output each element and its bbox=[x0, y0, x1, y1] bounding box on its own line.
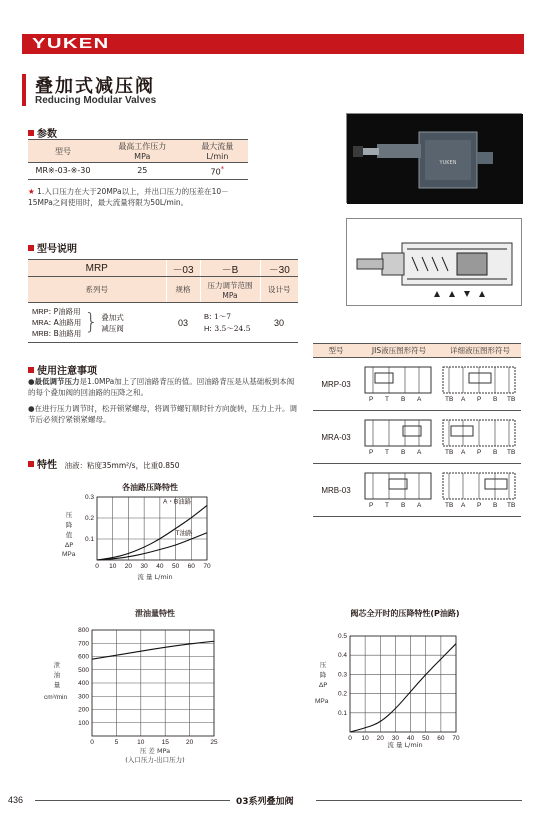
svg-text:A: A bbox=[417, 502, 422, 509]
title-accent-bar bbox=[22, 74, 26, 106]
x-tick-label: 0 bbox=[348, 735, 352, 742]
svg-text:A: A bbox=[461, 502, 466, 509]
params-table bbox=[28, 139, 248, 180]
svg-text:B: B bbox=[493, 396, 498, 403]
footer-rule bbox=[35, 800, 230, 801]
series-item: MRA: A油路用 bbox=[32, 318, 82, 327]
series-item: MRB: B油路用 bbox=[32, 329, 82, 338]
svg-text:B: B bbox=[401, 396, 406, 403]
series-label: A・B油路 bbox=[163, 498, 192, 506]
x-tick-label: 20 bbox=[376, 735, 384, 742]
y-tick-label: 0.3 bbox=[337, 671, 347, 679]
params-model: MR※-03-※-30 bbox=[28, 163, 98, 180]
x-tick-label: 40 bbox=[156, 563, 164, 570]
chart1-yunit: MPa bbox=[62, 551, 76, 558]
series-list: MRP: P油路用 MRA: A油路用 MRB: B油路用 } 叠加式 减压阀 bbox=[28, 303, 166, 343]
cross-section-drawing bbox=[346, 218, 522, 306]
series-line bbox=[350, 644, 456, 732]
params-col-flow: 最大流量 L/min bbox=[187, 140, 248, 163]
chart2-yunit: cm³/min bbox=[44, 694, 68, 701]
params-col-pressure: 最高工作压力 MPa bbox=[98, 140, 187, 163]
chart1-title: 各油路压降特性 bbox=[122, 483, 178, 492]
brand-header-bar bbox=[22, 34, 524, 54]
model-code-table bbox=[28, 259, 298, 343]
symbol-col-model: 型号 bbox=[313, 344, 359, 358]
page-subtitle: Reducing Modular Valves bbox=[35, 95, 157, 106]
code-design: －30 bbox=[260, 260, 298, 277]
svg-text:TB: TB bbox=[445, 396, 454, 403]
params-flow: 70* bbox=[187, 163, 248, 180]
svg-text:TB: TB bbox=[507, 449, 516, 456]
x-tick-label: 50 bbox=[171, 563, 180, 570]
code-series: MRP bbox=[28, 260, 166, 277]
symbol-row bbox=[313, 411, 521, 464]
chart3-title: 阀芯全开时的压降特性(P油路) bbox=[350, 609, 460, 618]
design-value: 30 bbox=[260, 303, 298, 343]
x-tick-label: 20 bbox=[124, 563, 133, 570]
y-tick-label: 200 bbox=[78, 706, 89, 714]
svg-text:A: A bbox=[417, 396, 422, 403]
x-tick-label: 50 bbox=[422, 735, 430, 742]
y-tick-label: 300 bbox=[78, 693, 89, 701]
label-range: 压力调节范围 MPa bbox=[200, 277, 260, 303]
symbol-table bbox=[313, 343, 521, 517]
chart1-ylabel: 压 降 值 ΔP bbox=[64, 511, 74, 549]
footer-section: 03系列叠加阀 bbox=[236, 797, 294, 807]
chart2-ylabel: 泄 油 量 bbox=[53, 661, 61, 689]
detail-symbol bbox=[439, 464, 521, 517]
chart1-xlabel: 流 量 L/min bbox=[137, 573, 173, 581]
svg-text:TB: TB bbox=[507, 502, 516, 509]
x-tick-label: 15 bbox=[161, 739, 169, 746]
x-tick-label: 20 bbox=[185, 739, 194, 746]
x-tick-label: 60 bbox=[437, 735, 445, 742]
x-tick-label: 10 bbox=[109, 563, 117, 570]
label-design: 设计号 bbox=[260, 277, 298, 303]
params-note: ★ 1.入口压力在大于20MPa以上，并出口压力的压差在10－15MPa之间使用时，最大流量将限为50L/min。 bbox=[28, 187, 229, 207]
svg-text:P: P bbox=[477, 396, 482, 403]
svg-text:B: B bbox=[493, 449, 498, 456]
chart2-xlabel2: (入口压力-出口压力) bbox=[125, 756, 185, 764]
chart3-xlabel: 流 量 L/min bbox=[387, 741, 423, 749]
params-col-model: 型号 bbox=[28, 140, 98, 163]
detail-symbol bbox=[439, 358, 521, 411]
svg-text:P: P bbox=[369, 502, 374, 509]
y-tick-label: 500 bbox=[78, 666, 89, 674]
code-range: －B bbox=[200, 260, 260, 277]
symbol-model: MRP-03 bbox=[313, 358, 359, 411]
y-tick-label: 400 bbox=[78, 680, 89, 687]
symbol-model: MRA-03 bbox=[313, 411, 359, 464]
series-item: MRP: P油路用 bbox=[32, 307, 81, 316]
chart3-yunit: MPa bbox=[315, 698, 329, 705]
svg-text:T: T bbox=[385, 396, 389, 403]
x-tick-label: 5 bbox=[114, 739, 119, 746]
svg-text:B: B bbox=[401, 502, 406, 509]
y-tick-label: 0.2 bbox=[337, 690, 347, 698]
y-tick-label: 600 bbox=[78, 653, 89, 661]
x-tick-label: 30 bbox=[391, 735, 400, 742]
label-series: 系列号 bbox=[28, 277, 166, 303]
x-tick-label: 30 bbox=[140, 563, 148, 570]
chart2-svg bbox=[68, 624, 224, 746]
svg-text:B: B bbox=[401, 449, 406, 456]
x-tick-label: 60 bbox=[187, 563, 195, 570]
x-tick-label: 40 bbox=[406, 735, 415, 742]
range-values: B: 1～7 H: 3.5～24.5 bbox=[200, 303, 260, 343]
usage-item-1: ●最低调节压力是1.0MPa加上了回油路背压的值。回油路背压是从基础板到本阀的每个叠加阀的回油路的压降之和。 bbox=[28, 377, 295, 397]
svg-text:A: A bbox=[417, 449, 422, 456]
page-title: 叠加式减压阀 bbox=[35, 76, 155, 97]
svg-text:TB: TB bbox=[507, 396, 516, 403]
svg-text:B: B bbox=[493, 502, 498, 509]
chart3-ylabel: 压 降 ΔP bbox=[318, 661, 328, 689]
svg-text:TB: TB bbox=[445, 502, 454, 509]
y-tick-label: 700 bbox=[78, 640, 89, 648]
jis-symbol bbox=[359, 464, 439, 517]
chart1-svg bbox=[75, 492, 215, 582]
chart3-svg bbox=[330, 630, 470, 742]
svg-text:YUKEN: YUKEN bbox=[439, 160, 457, 166]
svg-text:P: P bbox=[369, 449, 374, 456]
size-value: 03 bbox=[166, 303, 200, 343]
features-fluid: 油液：粘度35mm²/s，比重0.850 bbox=[64, 461, 180, 470]
plot-frame bbox=[97, 497, 207, 560]
detail-symbol bbox=[439, 411, 521, 464]
y-tick-label: 0.4 bbox=[337, 652, 347, 660]
x-tick-label: 10 bbox=[137, 739, 145, 746]
y-tick-label: 0.2 bbox=[84, 515, 94, 522]
brand-logo: YUKEN bbox=[32, 35, 110, 52]
svg-text:P: P bbox=[477, 502, 482, 509]
jis-symbol bbox=[359, 358, 439, 411]
usage-heading: 使用注意事项 bbox=[28, 362, 97, 377]
y-tick-label: 0.3 bbox=[84, 494, 94, 501]
symbol-row bbox=[313, 464, 521, 517]
jis-symbol bbox=[359, 411, 439, 464]
plot-frame bbox=[350, 636, 456, 732]
chart2-xlabel: 压 差 MPa bbox=[139, 747, 171, 755]
x-tick-label: 0 bbox=[90, 739, 94, 746]
y-tick-label: 100 bbox=[78, 719, 89, 727]
svg-text:P: P bbox=[477, 449, 482, 456]
footer-rule bbox=[316, 800, 522, 801]
chart2-title: 泄油量特性 bbox=[135, 609, 175, 618]
symbol-row bbox=[313, 358, 521, 411]
symbol-model: MRB-03 bbox=[313, 464, 359, 517]
x-tick-label: 70 bbox=[452, 735, 460, 742]
usage-item-2: ●在进行压力调节时，松开锁紧螺母，将调节螺钉顺时针方向旋转，压力上升。调节后必须拧紧锁紧螺母。 bbox=[28, 404, 298, 424]
symbol-col-jis: JIS液压图形符号 bbox=[359, 344, 439, 358]
params-heading: 参数 bbox=[28, 125, 57, 140]
features-heading: 特性 油液：粘度35mm²/s，比重0.850 bbox=[28, 456, 180, 471]
svg-text:A: A bbox=[461, 449, 466, 456]
code-size: －03 bbox=[166, 260, 200, 277]
label-size: 规格 bbox=[166, 277, 200, 303]
y-tick-label: 0.1 bbox=[84, 536, 94, 543]
product-photo bbox=[346, 113, 522, 203]
x-tick-label: 0 bbox=[95, 563, 99, 570]
svg-text:T: T bbox=[385, 502, 389, 509]
y-tick-label: 0.5 bbox=[337, 633, 347, 640]
svg-text:T: T bbox=[385, 449, 389, 456]
svg-text:A: A bbox=[461, 396, 466, 403]
y-tick-label: 0.1 bbox=[337, 709, 347, 717]
page-number: 436 bbox=[8, 795, 24, 805]
y-tick-label: 800 bbox=[78, 627, 89, 634]
svg-text:P: P bbox=[369, 396, 374, 403]
params-pressure: 25 bbox=[98, 163, 187, 180]
model-heading: 型号说明 bbox=[28, 240, 77, 255]
x-tick-label: 10 bbox=[361, 735, 369, 742]
svg-text:TB: TB bbox=[445, 449, 454, 456]
series-label: T油路 bbox=[175, 529, 193, 537]
x-tick-label: 70 bbox=[203, 563, 211, 570]
symbol-col-detail: 详细液压图形符号 bbox=[439, 344, 521, 358]
x-tick-label: 25 bbox=[210, 739, 218, 746]
